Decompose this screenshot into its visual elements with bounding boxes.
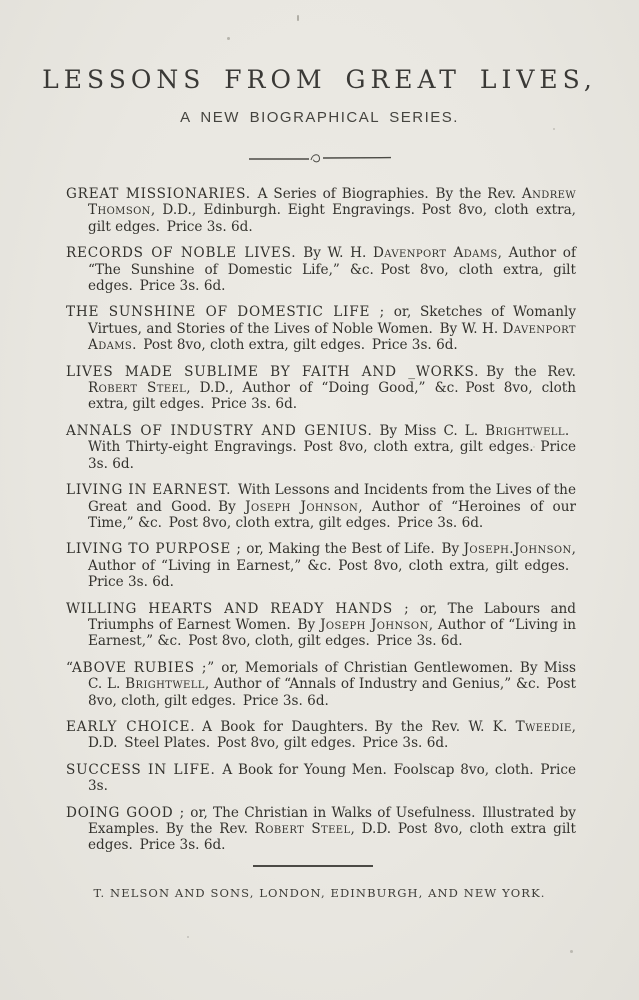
catalog-entry <box>66 660 576 709</box>
catalog-entry <box>66 762 576 795</box>
paper-speck <box>553 128 555 130</box>
catalog-entry <box>66 245 576 294</box>
book-title: “ABOVE RUBIES ;” <box>66 659 215 676</box>
catalog-entry <box>66 423 576 472</box>
author-name: Brightwell <box>485 422 565 439</box>
catalog-entry <box>66 482 576 531</box>
author-name: Robert Steel <box>88 380 187 397</box>
author-name: Robert Steel <box>254 821 351 837</box>
series-subtitle: A NEW BIOGRAPHICAL SERIES. <box>180 109 459 126</box>
author-name: Brightwell <box>125 676 205 693</box>
entry-text: A Series of Biographies. By the Rev. <box>250 186 522 202</box>
ornament-divider <box>0 150 639 169</box>
entry-text: With Lessons and Incidents from the Lives of the Great and Good. By <box>88 482 576 515</box>
book-title: THE SUNSHINE OF DOMESTIC LIFE ; <box>66 304 386 321</box>
paper-speck <box>187 936 189 938</box>
divider-rule-with-curl <box>249 151 391 165</box>
entry-text: or, Sketches of Womanly Virtues, and Stories of the Lives of Noble Women. By W. H. <box>88 304 577 337</box>
paper-speck <box>297 15 299 21</box>
paper-speck <box>570 950 573 953</box>
author-name: Joseph.Johnson <box>463 541 572 558</box>
book-title: DOING GOOD ; <box>66 804 185 821</box>
footer-rule <box>253 865 373 867</box>
author-name: Andrew Thomson <box>88 186 576 219</box>
entry-text: By Miss C. L. <box>372 422 486 439</box>
entry-text: , Author of “Living in Earnest,” &c. Post 8vo, cloth extra, gilt edges. Price 3s. 6d. <box>88 541 576 591</box>
author-name: Davenport Adams <box>372 245 498 262</box>
entry-text: , Author of “Living in Earnest,” &c. Post 8vo, cloth, gilt edges. Price 3s. 6d. <box>88 616 576 650</box>
catalog-entry <box>66 719 576 752</box>
catalog-entry <box>66 541 576 590</box>
entries-list <box>66 186 576 864</box>
author-name: Tweedie <box>515 718 572 735</box>
entry-text: or, Memorials of Christian Gentlewomen. By Miss C. L. <box>88 659 576 693</box>
entry-text: or, Making the Best of Life. By <box>241 541 464 558</box>
paper-speck <box>227 37 230 40</box>
entry-text: A Book for Young Men. Foolscap 8vo, cloth. Price 3s. <box>88 761 576 795</box>
book-title: LIVING IN EARNEST. <box>66 482 232 499</box>
book-title: LIVING TO PURPOSE ; <box>66 541 242 558</box>
entry-text: By W. H. <box>296 245 373 262</box>
catalog-entry <box>66 304 576 353</box>
publisher-imprint: T. NELSON AND SONS, LONDON, EDINBURGH, AND NEW YORK. <box>93 886 546 900</box>
entry-text: , Author of “The Sunshine of Domestic Life,” &c. Post 8vo, cloth extra, gilt edges. Price 3s. 6d. <box>88 245 577 295</box>
book-title: LIVES MADE SUBLIME BY FAITH AND _WORKS. <box>66 363 480 380</box>
author-name: Joseph Johnson <box>320 616 429 633</box>
book-title: EARLY CHOICE. <box>66 718 196 735</box>
book-title: GREAT MISSIONARIES. <box>66 186 251 202</box>
entry-text: , Author of “Annals of Industry and Genius,” &c. Post 8vo, cloth, gilt edges. Price 3s. 6d. <box>88 676 576 709</box>
paper-speck <box>431 765 433 767</box>
series-title: LESSONS FROM GREAT LIVES, <box>42 65 597 94</box>
book-title: SUCCESS IN LIFE. <box>66 761 216 778</box>
entry-text: . With Thirty-eight Engravings. Post 8vo, cloth extra, gilt edges. Price 3s. 6d. <box>88 422 576 472</box>
entry-text: , D.D. Post 8vo, cloth extra gilt edges. Price 3s. 6d. <box>88 821 576 854</box>
entry-text: A Book for Daughters. By the Rev. W. K. <box>195 718 516 735</box>
entry-text: . Post 8vo, cloth extra, gilt edges. Price 3s. 6d. <box>132 337 458 354</box>
book-title: ANNALS OF INDUSTRY AND GENIUS. <box>66 422 373 439</box>
entry-text: , D.D., Author of “Doing Good,” &c. Post 8vo, cloth extra, gilt edges. Price 3s. 6d. <box>88 380 576 413</box>
author-name: Joseph Johnson <box>245 498 359 515</box>
catalog-entry <box>66 601 576 650</box>
author-name: Davenport Adams <box>88 320 576 354</box>
entry-text: , D.D. Steel Plates. Post 8vo, gilt edges. Price 3s. 6d. <box>88 718 576 752</box>
paper-speck <box>96 306 98 308</box>
entry-text: By the Rev. <box>479 363 576 380</box>
catalog-entry <box>66 364 576 413</box>
entry-text: , Author of “Heroines of our Time,” &c. Post 8vo, cloth extra, gilt edges. Price 3s. 6d. <box>88 498 576 531</box>
book-title: RECORDS OF NOBLE LIVES. <box>66 245 297 262</box>
catalog-entry <box>66 805 576 854</box>
entry-text: or, The Labours and Triumphs of Earnest Women. By <box>88 600 577 633</box>
entry-text: or, The Christian in Walks of Usefulness. Illustrated by Examples. By the Rev. <box>88 804 576 837</box>
entry-text: , D.D., Edinburgh. Eight Engravings. Post 8vo, cloth extra, gilt edges. Price 3s. 6d. <box>88 202 576 235</box>
book-title: WILLING HEARTS AND READY HANDS ; <box>66 600 410 617</box>
catalog-entry <box>66 186 576 235</box>
paper-speck <box>533 446 535 448</box>
